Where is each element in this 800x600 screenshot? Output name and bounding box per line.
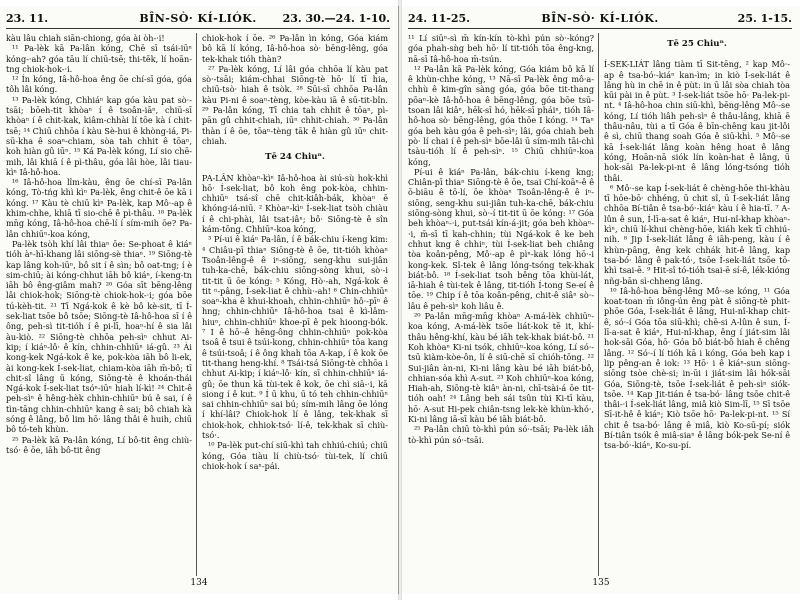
paragraph: ²⁵ Pa-lân chiū tò-khì pún só·-tsāi; Pa-lèk iāh tò-khì pún só·-tsāi. [408,424,594,445]
paragraph: Pí-ui ê kiáⁿ Pa-lân, bák-chiu í-keng kng; Chiân-pī thiaⁿ Siōng-tè ê ōe, tsai Chí-koāⁿ-ê ê ō-biāu ê tō-lí, ōe khòaⁿ Tsoân-lêng-ê ê iⁿ-siōng, seng-khu sui-jiân tuh-ka-chē, bák-chiu siōng-sòng khui, sò·-í tit-tit ū ōe kóng: ¹⁷ Góa beh khòaⁿ-·i, put-tsái kín-á-jit; góa beh khòaⁿ-·i, m̄-sī tī kah-chhin; tùi Ngá-kok ê ke beh chhut kng ê chhiⁿ, tùi Í-sek-liat beh chiâng tòa koân-pêng, Mô·-ap ê pìⁿ-kak lóng hō·-i kong-kek. Sî-tek ê lâng lóng-tsóng tek-khak biát-bô. ¹⁸ Í-sek-liat tsoh bêng tōa khùi-lát, iā-hiah ê tùi-tek ê lâng, tit-tióh Í-tong Se-eí ê tōe. ¹⁹ Chip í ê tōa koân-pêng, chit-ê siâⁿ sò·-lâu ê peh-sìⁿ koh liâu ê. [408,166,594,311]
paragraph: ²⁰ Pa-lân mn̄g-mn̄g khòaⁿ A-má-lèk chhiūⁿ-koa kóng, A-má-lèk tsōe liát-kok tē it, khí-thâu hêng-khí, kàu bé iāh tek-khak biát-bô. ²¹ Koh khòaⁿ Ki-ni tsók, chhiūⁿ-koa kóng, Lí só·-tsū kiàm-kòe-ôn, lí ê siū-chē sī chióh-tōng. ²² Sui-jiân àn-ni, Ki-ni lâng kàu bé iāh biát-bô, chhian-sóa khì A-sut. ²³ Koh chhiūⁿ-koa kóng, Hiah-ah, Siōng-tè kiâⁿ àn-ni, chī-tsài-á ōe tit-tióh oah! ²⁴ Lâng beh sái tsûn tùi Ki-tī kàu, hō· A-sut Hi-pek chiân-tsng lek-kè khùn-khó·, Ki-ni lâng iā-sī kàu bé iāh biát-bô. [408,311,594,424]
right-page-header [408,12,792,28]
left-header-ref-left: 23. 11. [6,12,49,25]
paragraph: ²⁷ Pa-lèk kóng, Lí lâi góa chhōa lí kàu pat sò·-tsāi; kiám-chhai Siōng-tè hō· lí tī hia, chiū-tsò· hiah ê tsòk. ²⁸ Sūi-sī chhōa Pa-lân kàu Pi-ni ê soaⁿ-tèng, kòe-kàu iā ê sū-tit-bîn. ²⁹ Pa-lân kóng, Tī chia tah chhit ê tōaⁿ, pì-pān gû chhit-chiah, iūⁿ chhit-chiah. ³⁰ Pa-lân thàn í ê ōe, tōaⁿ-tèng tāk ê hiàn gû iūⁿ chit-chiah. [202,63,388,146]
right-header-ref-right: 25. 1-15. [737,12,792,25]
chapter-heading: Tē 24 Chiuⁿ. [265,152,325,163]
left-page [0,6,399,594]
left-header-title: BÎN-SÒ· KÍ-LIÓK. [139,12,257,25]
left-page-header [6,12,390,28]
paragraph: ¹¹ Lí siūⁿ-sì m̄ kín-kín tò-khì pún sò·-kóng? góa phah-sǹg beh hō· lí tit-tióh tōa êng-kng, nā-sī Iâ-hô-hoa m̄-tsún. [408,33,594,64]
page-number-left: 134 [190,578,208,588]
right-column-divider [598,33,599,576]
right-header-ref-left: 24. 11-25. [408,12,470,25]
page-number-right: 135 [592,578,610,588]
paragraph: ³ Pí-ui ê kiáⁿ Pa-lân, í ê bák-chiu í-keng kim: ⁴ Chiâu-pī thiaⁿ Siōng-tè ê ōe, tit-tióh khòaⁿ Tsoân-lêng-ê ê iⁿ-siōng, seng-khu sui-jiân tuh-ka-chē, bák-chiu siōng-sòng khui, sò·-i tit-tit ū ōe kóng: ⁵ Kóng, Hò·-ah, Ngá-kok ê tit ⁿ-pâng, Í-sek-liat ê chhù·-ah! ⁶ Chin-chhiūⁿ soaⁿ-kha ê khui-khoah, chhin-chhiūⁿ hô·-pīⁿ ê hng; chhin-chhiūⁿ Iâ-hô-hoa tsai ê kì-lâm-hiuⁿ, chhin-chhiūⁿ khoe-pī ê pek hioong-bók. ⁷ I ê hō·-ê hēng-ông chhin-chhiūⁿ pok-kòa tsoâ ê tsui ê tsúi-kong, chhin-chhiūⁿ tōa kang ê tsúi-tsoâ; í ê ông khah tōa A-kap, í ê kok ōe tit-thang heng-khí. ⁸ Tsái-tsá Siōng-tè chhōa i chhut Ai-kip; í kiáⁿ-lô· kín, sī chhin-chhiūⁿ iá-gû; ōe thun kā tùi-tek ê kok, ōe chì siā-·i, kā siong í ê kut. ⁹ Í ū khu, ū tó teh chhin-chhiūⁿ sai chhin-chhiūⁿ sai bú; sím-mih lâng ōe lóng í khí-lâi? Chiok-hok lí ê lâng, tek-khak sī chiok-hok, chhiok-tsó· lí-ê, tek-khak sī chiù-tsó·. [202,234,388,440]
paragraph: kàu lâu chiah siān-chiong, góa ài òh-·i! [6,33,165,43]
paragraph: ¹⁰ Iâ-hô-hoa bēng-lêng Mô·-se kóng, ¹¹ Góa koat-toan m̄ iông-ún êng pàt ê siōng-tè phit-phōe Góa, Í-sek-liát ê lâng, Hui-nî-khap chit-ê, só·-í Góa tōa siū-khì; chē-si A-lûn ê sun, Í-lī-a-sat ê kiáⁿ, Hui-nî-khap, êng í jiát-sim lâi hok-sāi Góa, hō· Góa bô biát-bô hiah ê chêng lâng. ¹² Só·-í lí tióh kā i kóng, Góa beh kap i lip pêng-an ê iok: ¹³ Hō· i ê kiáⁿ-sun siōng-siōng tsòe chè-si; in-ūi i jiát-sim lâi hók-sāi Góa, Siōng-tè, tsōe Í-sek-liát ê peh-sìⁿ siók-tsōe. ¹⁴ Kap Jit-tián ê tsa-bó· lâng tsōe chit-ê thâi-·i Í-sek-liát lâng, miâ kiò Sim-lī, ¹⁵ Sī tsōe Sī-it-hê ê kiáⁿ; Kiò tsōe hō· Pa-lek-pi-nt. ¹⁵ Sí chit ê tsa-bó· lâng ê miâ, kiò Ko-sū-pí; siók Bí-tiân tsók ê miâ-siaⁿ ê lâng bók-pek Se-ní ê tsa-bó·-kiáⁿ, Ko-su-pí. [604,285,790,451]
left-column-2 [202,33,388,576]
left-header-rule [6,28,390,29]
right-header-title: BÎN-SÒ· KÍ-LIÓK. [541,12,659,25]
paragraph: ¹¹ Pa-lèk kā Pa-lân kóng, Chē sī tsái-iūⁿ kóng-·ah? góa tāu lí chiū-tsē; thi-tēk, lí hoān-tng chiok-hok-·i. [6,43,192,74]
left-column-divider [196,33,197,576]
right-page [402,6,800,594]
left-header-ref-right: 23. 30.—24. 1-10. [282,12,390,25]
paragraph: ¹² Ín kóng, Iâ-hô-hoa êng ōe chí-sī góa, góa tôh lâi kóng. [6,74,192,95]
right-header-rule [408,28,792,29]
paragraph: chiok-hok í ōe. ²⁶ Pa-lân ìn kóng, Góa kiám bô kā lí kóng, Iâ-hô-hoa sò· bēng-lêng, góa tek-khak tióh thàn? [202,33,388,64]
paragraph: ¹⁶ Iâ-hô-hoa lîm-kàu, êng ōe chí-sī Pa-lân kóng, Tò-tńg khì kìⁿ Pa-lèk, êng chit-ê ōe kā i kóng. ¹⁷ Kàu tè chiū kìⁿ Pa-lèk, kap Mô·-ap ê khim-chhe, khiā tī sio-chē ê pì-thâu. ¹⁸ Pa-lèk mn̄g kóng, Iâ-hô-hoa chē-lí í sím-mih ōe? Pa-lân chhiūⁿ-koa kóng, [6,177,192,239]
paragraph: Pa-lèk tsòh khí lâi thiaⁿ ōe: Se-phoat ê kiáⁿ tióh àⁿ-hī-khang lâi siōng-sè thiaⁿ. ¹⁹ Siōng-tè kap lâng koh-iūⁿ, bô sit í ê sìn; bô oat-tng; í è sim-chiū; ài kóng-chhut iāh bô kiáⁿ, í-keng-tn iāh bô êng-giâm mah? ²⁰ Góa sīt bēng-lêng lâi chiok-hok; Siōng-tè chiok-hok-·i; góa bōe tú-kèh-tit. ²¹ Tī Ngá-kok ê kè bô kè-sit, tī Í-sek-liat tsōe bô tsōe; Siōng-tè Iâ-hô-hoa sī í ê ông, peh-sì tit-tióh í ê pi-lī, hoaⁿ-hí ê sia lâi àu-kiò. ²² Siōng-tè chhōa peh-sìⁿ chhut Ai-kip; í kiáⁿ-lô· ê kín, chhin-chhiūⁿ iá-gû. ²³ Ài kong-kek Ngá-kok ê ke, pok-kòa iāh bô li-ek, ài kong-kek Í-sek-liat, chiam-kòa iāh m̄-bô; tī chit-sî lâng ū kóng, Siōng-tè ê khoán-thái Ngá-kok Í-sek-liat tsóⁿ-iūⁿ hiah lí-kì! ²⁴ Chit-ê peh-sìⁿ ê hêng-hèk chhin-chhiūⁿ bú ê sai, í ê tìn-tāng chhin-chhiūⁿ kang ê sai; bô chiah kà sóng ê lâng, bô lim hō· lâng thâi ê huih, chiū bô tó-teh khùn. [6,238,192,435]
paragraph: ⁶ Mô·-se kap Í-sek-liát ê chèng-hōe thi-khàu tī hōe-bō· chhéng, ū chit sî, ū Í-sek-liát lâng chhōa Bí-tiân ê tsa-bó·-kiáⁿ kàu í ê hia-tī. ⁷ A-lûn ê sun, Í-lī-a-sat ê kiáⁿ, Hui-nî-khap khòaⁿ-kìⁿ, chiū lí-khui chèng-hōe, kiáh kek tī chhiú-nih. ⁸ Jip Í-sek-liát lâng ê iāh-peng, kàu í ê khùn-pâng, êng kek chhák hit-ê lâng, kap tsa-bó· lâng ê pak-tó·, tsōe Í-sek-liát tsōe tō-khì tsai-ē. ⁹ Hit-sî tó-tióh tsai-ē sí-ê, lék-kióng nñg-bān sì-chheng lâng. [604,182,790,286]
paragraph: ¹⁰ Pa-lèk put-chí siū-khì tah chhiú-chiú; chiū kóng, Góa tiàu lí chiù-tsó· tùi-tek, lí chiū chiok-hok í saⁿ-pái. [202,440,388,471]
right-column-2 [604,33,790,576]
paragraph: PA-LÂN khòaⁿ-kìⁿ Iâ-hô-hoa ài siú-sù hok-khì hō· Í-sek-liat, bô koh êng pok-kòa, chhin-chhiūⁿ tsá-sî chē chit-kiâh-bák, khòaⁿ ē khóng-iá-niū. ² Khòaⁿ-kìⁿ Í-sek-liat tsòh chiàu í ê chi-phài, lâi tsat-iâⁿ; bô· Siōng-tè ê sîn kám-tōng. Chhiūⁿ-koa kóng, [202,172,388,235]
chapter-heading: Tē 25 Chiuⁿ. [667,39,727,49]
right-column-1 [408,33,594,576]
paragraph: ²⁵ Pa-lèk kā Pa-lân kóng, Lí bô-tit êng chiù-tsó· ê ōe, iāh bô-tit êng [6,434,192,455]
paragraph: Í-SEK-LIÁT lâng tiàm tī Sit-tēng, ² kap Mô·-ap ê tsa-bó·-kiáⁿ kan-ìm; in kiò Í-sek-liát ê lâng hù in chē in ê pùt: in ū lâi sòa chiah tòa kūi pài in ê pùt. ³ Í-sek-liát tsōe hō· Pa-lek-pi-nt. ⁴ Iâ-hô-hoa chin siū-khì, bēng-lêng Mô·-se kóng, Lí tióh liâh peh-sìⁿ ê thâu-lâng, khiā ē thâu-nâu, tùi a tī Góa ê bīn-chêng kau jit-lôi ê sì, chiū thang soah Góa ê siū-khì. ⁵ Mô·-se kā Í-sek-liát lâng koàn hêng hoat ê lâng kóng, Hoān-nā siók lín koàn-hat ê lâng, ū hok-sāi Pa-lek-pi-nt ê lâng lóng-tsóng tióh thâi. [604,59,790,183]
paragraph: ¹² Pa-lân kā Pa-lèk kóng, Góa kiám bô kā lí ê khùn-chhe kóng, ¹³ Nā-sī Pa-lèk êng mô·a-chhù ê kim-gîn sàng góa, góa bōe tit-thang pōaⁿ-kè Iâ-hô-hoa ê bēng-lêng, góa bōe tsū-tsoan lâi kiâⁿ, hēk-sī hó, hēk-sī pháiⁿ, tióh Iâ-hô-hoa sò· bēng-lêng, góa thōe I kóng. ¹⁴ Taⁿ góa beh kàu góa ê peh-sìⁿ; lâi, góa chiah beh pò· lí chai í ê peh-sìⁿ bōe-lâi ū sím-mih tāi-chì tsàu-tióh lí ê peh-sìⁿ. ¹⁵ Chiū chhiūⁿ-koa kóng, [408,63,594,167]
left-column-1 [6,33,192,576]
paragraph: ¹³ Pa-lèk kóng, Chhiáⁿ kap góa kàu pat sò·-tsāi; bōeh-tit khòaⁿ í ê tsoân-iāⁿ, chiū-sī khòaⁿ í ê chit-kak, kiâm-chhài lí tōe kà í chit-tsē; ¹⁴ Chiū chhōa í kàu Sè-hui ê khòng-iá, Pi-sū-kha ê soaⁿ-chiam, sòa tah chhit ê tōaⁿ, koh hiàn gû iūⁿ. ¹⁵ Ká Pa-lèk kóng, Lí sio chē-mih, lâi khiā í ê pì-thâu, góa lâi hòe, lâi tiau-kìⁿ Iâ-hô-hoa. [6,94,192,177]
